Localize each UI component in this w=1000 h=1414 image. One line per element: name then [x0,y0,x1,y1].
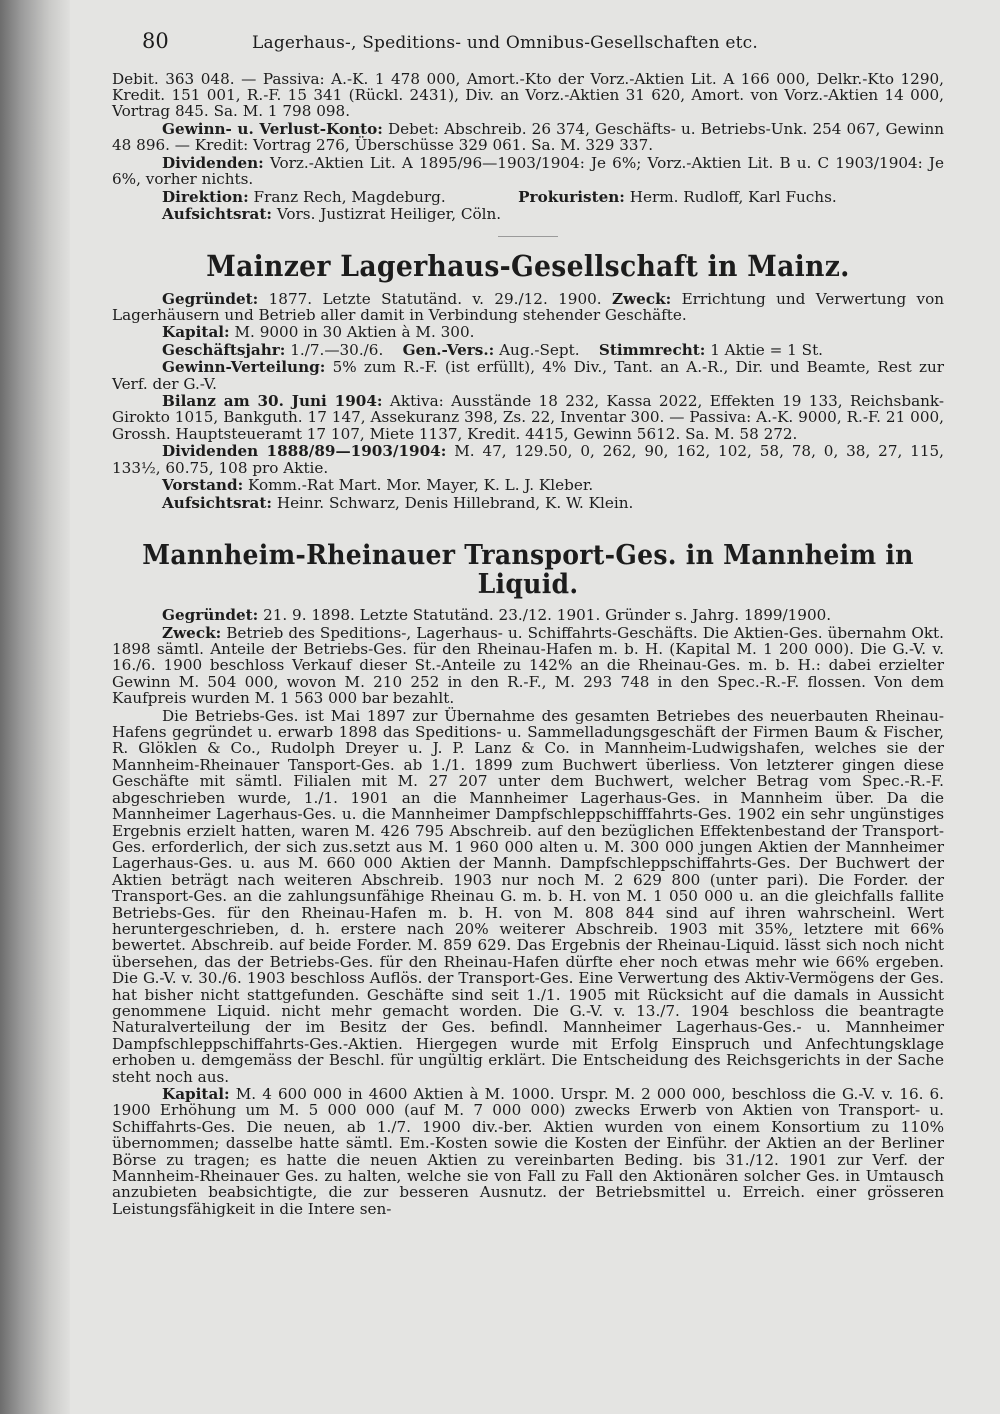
mannheim-entry [112,541,944,1217]
mainz-gewinnverteilung-paragraph [112,359,944,392]
mainz-bilanz-paragraph [112,393,944,442]
dividenden-label: Dividenden: [162,153,264,172]
mannheim-gegruendet-paragraph [112,607,944,623]
mainz-entry [112,251,944,511]
dividenden-paragraph [112,155,944,188]
section-divider [498,236,558,237]
genvers-label: Gen.-Vers.: [402,340,495,359]
mannheim-title: Mannheim-Rheinauer Transport-Ges. in Mannheim in Liquid. [142,539,914,601]
geschaeftsjahr-label: Geschäftsjahr: [162,340,286,359]
kapital-label: Kapital: [162,1085,230,1104]
gewinnverteilung-label: Gewinn-Verteilung: [162,358,326,377]
bilanz-label: Bilanz am 30. Juni 1904: [162,392,383,411]
dividenden-label: Dividenden 1888/89—1903/1904: [162,442,447,461]
aufsichtsrat-label: Aufsichtsrat: [162,493,272,512]
zweck-text: Betrieb des Speditions-, Lagerhaus- u. Schiffahrts-Geschäfts. Die Aktien-Ges. übernahm Okt. 1898 sämtl. Anteile der Betriebs-Ges. für den Rheinau-Hafen m. b. H. (Kapital M. 1 200 000). Die G.-V. v. 16./6. 1900 beschloss Verkauf dieser St.-Anteile zu 142% an die Rheinau-Ges. m. b. H.: dabei erzielter Gewinn M. 504 000, wovon M. 210 252 in den R.-F., M. 293 748 in den Spec.-R.-F. flossen. Von dem Kaufpreis wurden M. 1 563 000 bar bezahlt. [112,623,944,708]
direktion-text: Franz Rech, Magdeburg. [253,187,446,206]
page-header [112,30,944,53]
mainz-dividenden-paragraph [112,443,944,476]
aufsichtsrat-text: Heinr. Schwarz, Denis Hillebrand, K. W. Klein. [276,493,634,512]
kapital-text: M. 9000 in 30 Aktien à M. 300. [234,323,475,342]
zweck-label: Zweck: [612,289,672,308]
stimmrecht-label: Stimmrecht: [598,340,706,359]
aufsichtsrat-label: Aufsichtsrat: [162,204,272,223]
running-title: Lagerhaus-, Speditions- und Omnibus-Gesellschaften etc. [252,33,758,53]
prokuristen-text: Herm. Rudloff, Karl Fuchs. [629,187,837,206]
top-entry [112,71,944,223]
direktion-label: Direktion: [162,187,249,206]
mannheim-zweck-paragraph [112,625,944,707]
mainz-geschaeftsjahr-paragraph [112,342,944,358]
book-gutter-shadow [0,0,70,1414]
zweck-text: Errichtung und Verwertung von Lagerhäusern und Betrieb aller damit in Verbindung stehender Geschäfte. [112,289,945,325]
gewinn-verlust-text: Debet: Abschreib. 26 374, Geschäfts- u. Betriebs-Unk. 254 067, Gewinn 48 896. — Kredit: Vortrag 276, Überschüsse 329 061. Sa. M. 329 337. [112,119,945,155]
gewinnverteilung-text: 5% zum R.-F. (ist erfüllt), 4% Div., Tant. an A.-R., Dir. und Beamte, Rest zur Verf. der G.-V. [112,358,945,393]
gewinn-verlust-label: Gewinn- u. Verlust-Konto: [162,119,383,138]
aufsichtsrat-paragraph [112,206,944,222]
stimmrecht-text: 1 Aktie = 1 St. [710,340,824,359]
gegruendet-text: 1877. Letzte Statutänd. v. 29./12. 1900. [268,289,602,308]
mainz-aufsichtsrat-paragraph [112,495,944,511]
mainz-gegruendet-paragraph [112,291,944,324]
gewinn-verlust-paragraph [112,121,944,154]
gegruendet-text: 21. 9. 1898. Letzte Statutänd. 23./12. 1901. Gründer s. Jahrg. 1899/1900. [263,606,832,625]
gegruendet-label: Gegründet: [162,289,259,308]
vorstand-label: Vorstand: [162,476,244,495]
balance-continuation: Debit. 363 048. — Passiva: A.-K. 1 478 000, Amort.-Kto der Vorz.-Aktien Lit. A 166 000, Delkr.-Kto 1290, Kredit. 151 001, R.-F. 15 341 (Rückl. 2431), Div. an Vorz.-Aktien 31 620, Amort. von Vorz.-Aktien 14 000, Vortrag 845. Sa. M. 1 798 098. [112,69,944,121]
mannheim-history-paragraph: Die Betriebs-Ges. ist Mai 1897 zur Übernahme des gesamten Betriebes des neuerbauten Rheinau-Hafens gegründet u. erwarb 1898 das Speditions- u. Sammelladungsgeschäft der Firmen Baum & Fischer, R. Glöklen & Co., Rudolph Dreyer u. J. P. Lanz & Co. in Mannheim-Ludwigshafen, welches sie der Mannheim-Rheinauer Tansport-Ges. ab 1./1. 1899 zum Buchwert überliess. Von letzterer gingen diese Geschäfte mit sämtl. Filialen mit M. 27 207 unter dem Buchwert, welcher Betrag vom Spec.-R.-F. abgeschrieben wurde, 1./1. 1901 an die Mannheimer Lagerhaus-Ges. in Mannheim über. Da die Mannheimer Lagerhaus-Ges. u. die Mannheimer Dampfschleppschifffahrts-Ges. 1902 ein sehr ungünstiges Ergebnis erzielt hatten, waren M. 426 795 Abschreib. auf den bezüglichen Effektenbestand der Transport-Ges. erforderlich, der sich zus.setzt aus M. 1 960 000 alten u. M. 300 000 jungen Aktien der Mannheimer Lagerhaus-Ges. u. aus M. 660 000 Aktien der Mannh. Dampfschleppschiffahrts-Ges. Der Buchwert der Aktien beträgt nach weiteren Abschreib. 1903 nur noch M. 2 629 800 (unter pari). Die Forder. der Transport-Ges. an die zahlungsunfähige Rheinau G. m. b. H. von M. 1 050 000 u. an die gleichfalls fallite Betriebs-Ges. für den Rheinau-Hafen m. b. H. von M. 808 844 sind auf ihren wahrscheinl. Wert heruntergeschrieben, d. h. erstere nach 20% weiterer Abschreib. 1903 mit 35%, letztere mit 66% bewertet. Abschreib. auf beide Forder. M. 859 629. Das Ergebnis der Rheinau-Liquid. lässt sich noch nicht übersehen, das der Betriebs-Ges. für den Rheinau-Hafen dürfte eher noch etwas mehr wie 66% ergeben. Die G.-V. v. 30./6. 1903 beschloss Auflös. der Transport-Ges. Eine Verwertung des Aktiv-Vermögens der Ges. hat bisher nicht stattgefunden. Geschäfte sind seit 1./1. 1905 mit Rücksicht auf die damals in Aussicht genommene Liquid. nicht mehr gemacht worden. Die G.-V. v. 13./7. 1904 beschloss die beantragte Naturalverteilung der im Besitz der Ges. befindl. Mannheimer Lagerhaus-Ges.- u. Mannheimer Dampfschleppschiffahrts-Ges.-Aktien. Hiergegen wurde mit Erfolg Einspruch und Anfechtungsklage erhoben u. demgemäss der Beschl. für ungültig erklärt. Die Entscheidung des Reichsgerichts in der Sache steht noch aus. [112,706,944,1086]
mainz-vorstand-paragraph [112,477,944,493]
direktion-paragraph [112,189,944,205]
geschaeftsjahr-text: 1./7.—30./6. [290,340,384,359]
mainz-kapital-paragraph [112,324,944,340]
mainz-title: Mainzer Lagerhaus-Gesellschaft in Mainz. [206,249,850,284]
dividenden-text: M. 47, 129.50, 0, 262, 90, 162, 102, 58, 78, 0, 38, 27, 115, 133½, 60.75, 108 pro Aktie. [112,442,944,477]
mannheim-kapital-paragraph [112,1086,944,1217]
bilanz-text: Aktiva: Ausstände 18 232, Kassa 2022, Effekten 19 133, Reichsbank-Girokto 1015, Bankguth. 17 147, Assekuranz 398, Zs. 22, Inventar 300. — Passiva: A.-K. 9000, R.-F. 21 000, Grossh. Hauptsteueramt 17 107, Miete 1137, Kredit. 4415, Gewinn 5612. Sa. M. 58 272. [112,392,944,443]
dividenden-text: Vorz.-Aktien Lit. A 1895/96—1903/1904: Je 6%; Vorz.-Aktien Lit. B u. C 1903/1904: Je 6%, vorher nichts. [112,153,945,189]
aufsichtsrat-text: Vors. Justizrat Heiliger, Cöln. [276,204,502,223]
kapital-label: Kapital: [162,323,230,342]
zweck-label: Zweck: [162,623,222,642]
document-page [112,30,944,1400]
kapital-text: M. 4 600 000 in 4600 Aktien à M. 1000. Urspr. M. 2 000 000, beschloss die G.-V. v. 16. 6. 1900 Erhöhung um M. 5 000 000 (auf M. 7 000 000) zwecks Erwerb von Aktien von Transport- u. Schiffahrts-Ges. Die neuen, ab 1./7. 1900 div.-ber. Aktien wurden von einem Konsortium zu 110% übernommen; dasselbe hatte sämtl. Em.-Kosten sowie die Kosten der Einführ. der Aktien an der Berliner Börse zu tragen; es hatte die neuen Aktien zu vereinbarten Beding. bis 31./12. 1901 zur Verf. der Mannheim-Rheinauer Ges. zu halten, welche sie von Fall zu Fall den Aktionären solcher Ges. in Umtausch anzubieten beabsichtigte, die zur besseren Ausnutz. der Betriebsmittel u. Erreich. einer grösseren Leistungsfähigkeit in die Intere sen- [112,1085,944,1218]
prokuristen-label: Prokuristen: [518,187,625,206]
vorstand-text: Komm.-Rat Mart. Mor. Mayer, K. L. J. Kleber. [248,476,594,495]
genvers-text: Aug.-Sept. [499,340,580,359]
page-number: 80 [142,29,169,53]
gegruendet-label: Gegründet: [162,606,259,625]
